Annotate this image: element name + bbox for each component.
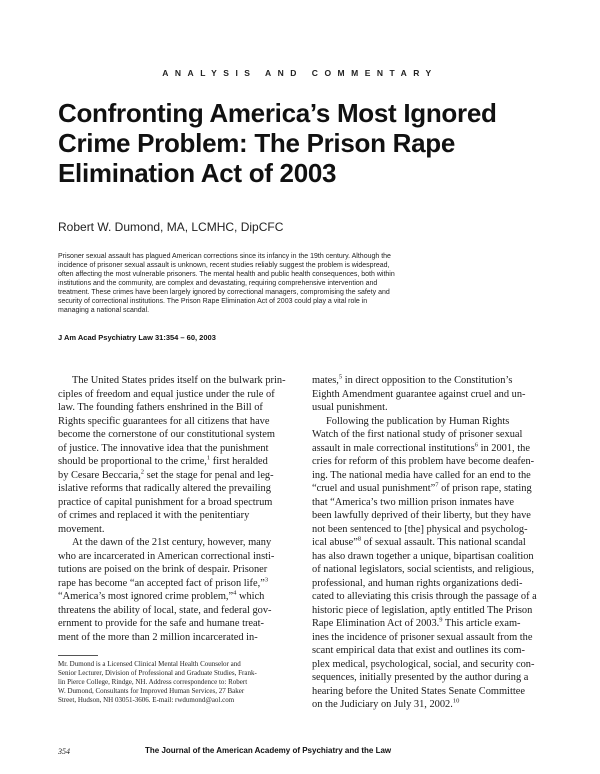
body-line (312, 698, 544, 712)
reference-superscript: 5 (338, 373, 343, 381)
reference-superscript: 6 (474, 441, 478, 449)
article-title (58, 98, 558, 188)
body-line: Rights specific guarantees for all citizens that have (58, 415, 270, 427)
body-line (312, 374, 544, 388)
reference-superscript: 9 (439, 616, 443, 624)
abstract-line: managing a national scandal. (58, 307, 150, 314)
body-text: ical abuse” (312, 537, 358, 548)
body-text: of sexual assault. This national scandal (361, 537, 526, 548)
body-text: first heralded (210, 456, 268, 467)
body-text: rape has become “an accepted fact of prison life,” (58, 577, 265, 589)
body-text: assault in male correctional institutions (312, 442, 475, 454)
body-text: Rape Elimination Act of 2003. (312, 618, 440, 629)
body-line: become the cornerstone of our constitutional system (58, 429, 275, 440)
section-label: ANALYSIS AND COMMENTARY (162, 68, 438, 78)
title-line: Elimination Act of 2003 (58, 158, 337, 188)
body-line: historic piece of legislation, aptly entitled The Prison (312, 604, 533, 616)
abstract-line: institutions and the community, are complex and devastating, requiring comprehensive intervention and (58, 280, 378, 287)
footnote-line: Senior Lecturer, Division of Professional and Graduate Studies, Frank- (58, 669, 257, 677)
body-line (58, 590, 290, 604)
abstract (58, 252, 543, 315)
body-line: that “America’s two million prison inmates have (312, 496, 514, 508)
body-line (312, 617, 544, 631)
body-line (58, 455, 290, 469)
body-line: Eighth Amendment guarantee against cruel and un- (312, 388, 526, 400)
body-text: This article exam- (442, 618, 521, 629)
body-line (58, 577, 290, 591)
body-line: islative reforms that radically altered the prevailing (58, 483, 271, 494)
citation: J Am Acad Psychiatry Law 31:354 – 60, 2003 (58, 333, 216, 342)
body-line: tutions are poised on the brink of despair. Prisoner (58, 564, 268, 575)
footnote-line: Street, Hudson, NH 03051-3606. E-mail: rwdumond@aol.com (58, 696, 235, 704)
body-text: “America’s most ignored crime problem,” (58, 591, 234, 602)
reference-superscript: 2 (140, 468, 145, 476)
body-line: practice of capital punishment for a broad spectrum (58, 496, 273, 508)
body-line (312, 536, 544, 550)
body-line: who are incarcerated in American correctional insti- (58, 550, 275, 562)
footnote-line: W. Dumond, Consultants for Improved Human Services, 27 Baker (58, 687, 245, 695)
body-line: threatens the ability of local, state, and federal gov- (58, 604, 272, 616)
body-line (58, 469, 290, 483)
body-line: law. The founding fathers enshrined in the Bill of (58, 402, 263, 413)
body-text: which (236, 591, 265, 602)
body-column-right (312, 374, 544, 712)
body-line: hearing before the United States Senate Committee (312, 685, 525, 697)
reference-superscript: 1 (206, 454, 211, 462)
body-line: professional, and human rights organizations dedi- (312, 577, 523, 589)
abstract-line: Prisoner sexual assault has plagued American corrections since its infancy in the 19th century. Although the (58, 253, 391, 260)
title-line: Confronting America’s Most Ignored (58, 98, 497, 128)
body-line: movement. (58, 523, 105, 535)
abstract-line: often affecting the most vulnerable prisoners. The mental health and public health consequences, both within (58, 271, 395, 278)
body-line: ernment to provide for the safe and humane treat- (58, 618, 264, 629)
body-line: cated to alleviating this crisis through the passage of a (312, 591, 537, 602)
body-line: ment of the more than 2 million incarcerated in- (58, 631, 258, 643)
body-text: in 2001, the (478, 442, 530, 454)
reference-superscript: 4 (233, 589, 237, 597)
body-line: has also drawn together a unique, bipartisan coalition (312, 550, 534, 562)
body-line: ines the incidence of prisoner sexual assault from the (312, 631, 533, 643)
body-line: At the dawn of the 21st century, however, many (72, 537, 272, 548)
body-text: by Cesare Beccaria, (58, 469, 141, 481)
body-column-left (58, 374, 290, 644)
reference-superscript: 8 (357, 535, 362, 543)
body-line: of crimes and replaced it with the penitentiary (58, 510, 250, 521)
body-line: of national legislators, social scientists, and religious, (312, 564, 534, 575)
abstract-line: security of correctional institutions. The Prison Rape Elimination Act of 2003 could play a vital role in (58, 298, 368, 305)
footnote-line: lin Pierce College, Rindge, NH. Address correspondence to: Robert (58, 678, 248, 686)
body-text: “cruel and usual punishment” (312, 483, 436, 494)
body-line: usual punishment. (312, 402, 388, 413)
reference-superscript: 7 (435, 481, 439, 489)
body-line: scant empirical data that exist and outlines its com- (312, 645, 525, 656)
body-line: The United States prides itself on the bulwark prin- (72, 375, 286, 386)
author-line: Robert W. Dumond, MA, LCMHC, DipCFC (58, 220, 284, 234)
author-footnote (58, 660, 290, 705)
body-line: been lawfully deprived of their liberty, but they have (312, 510, 531, 521)
reference-superscript: 10 (452, 697, 460, 705)
footnote-divider (58, 655, 98, 656)
body-line: Following the publication by Human Rights (326, 415, 510, 427)
body-text: should be proportional to the crime, (58, 456, 207, 467)
body-line: ing. The national media have called for an end to the (312, 469, 531, 481)
reference-superscript: 3 (264, 576, 269, 584)
body-text: set the stage for penal and leg- (144, 469, 274, 481)
abstract-line: incidence of prisoner sexual assault is unknown, recent studies reliably suggest the problem is widespread, (58, 262, 390, 269)
body-line: plex medical, psychological, social, and security con- (312, 658, 535, 670)
body-line: sequences, initially presented by the author during a (312, 672, 529, 683)
body-line: ciples of freedom and equal justice under the rule of (58, 388, 275, 400)
body-text: on the Judiciary on July 31, 2002. (312, 699, 453, 710)
body-text: in direct opposition to the Constitution’s (342, 375, 513, 386)
body-line: not been sentenced to [the] physical and psycholog- (312, 523, 528, 535)
body-line: Watch of the first national study of prisoner sexual (312, 429, 523, 440)
title-line: Crime Problem: The Prison Rape (58, 128, 455, 158)
abstract-line: treatment. These crimes have been largely ignored by correctional managers, compromising the safety and (58, 289, 390, 296)
body-text: mates, (312, 375, 339, 386)
body-line (312, 482, 544, 496)
page-number: 354 (58, 747, 70, 756)
journal-name: The Journal of the American Academy of Psychiatry and the Law (145, 746, 392, 755)
body-line: of justice. The innovative idea that the punishment (58, 442, 269, 454)
body-line (312, 442, 544, 456)
body-line: cries for reform of this problem have become deafen- (312, 456, 535, 467)
footnote-line: Mr. Dumond is a Licensed Clinical Mental Health Counselor and (58, 660, 241, 668)
body-text: of prison rape, stating (438, 483, 532, 494)
